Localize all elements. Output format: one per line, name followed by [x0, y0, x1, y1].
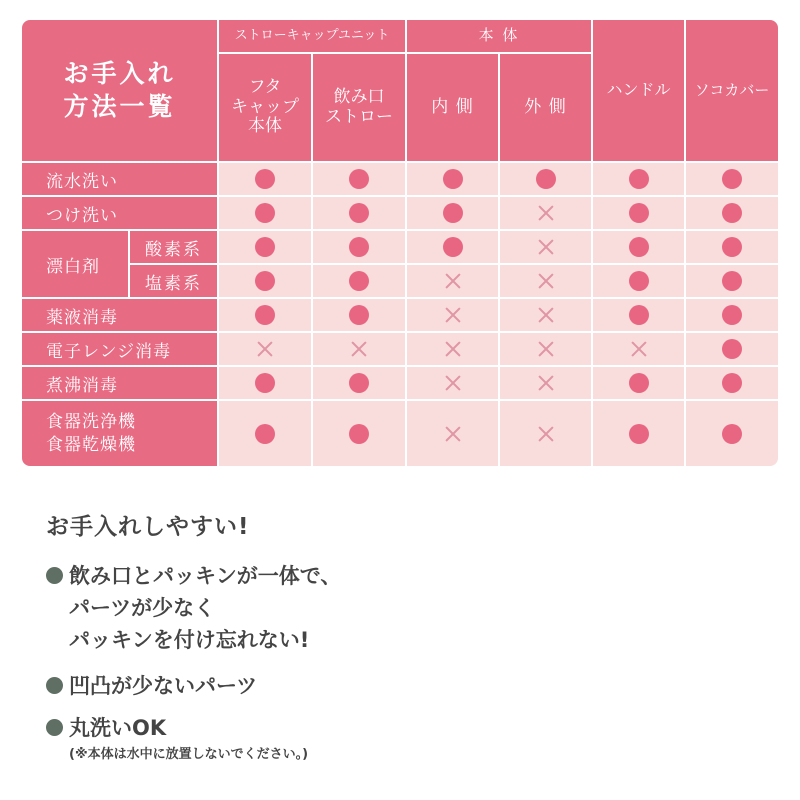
table-cell: [500, 163, 591, 195]
circle-icon: [629, 169, 649, 189]
circle-icon: [629, 373, 649, 393]
table-cell: [593, 333, 684, 365]
cross-icon: [537, 204, 555, 222]
table-cell: [593, 231, 684, 263]
table-cell: [686, 299, 778, 331]
col-header-mouth-line-1: 飲み口: [333, 86, 385, 107]
table-cell: [407, 367, 498, 399]
cross-icon: [537, 272, 555, 290]
circle-icon: [629, 424, 649, 444]
circle-icon: [255, 424, 275, 444]
table-cell: [407, 299, 498, 331]
table-title: [22, 20, 217, 161]
cross-icon: [630, 340, 648, 358]
circle-icon: [722, 339, 742, 359]
features-heading: お手入れしやすい!: [46, 514, 250, 540]
table-cell: [219, 231, 311, 263]
circle-icon: [629, 271, 649, 291]
feature-1-line-1: 飲み口とパッキンが一体で、: [69, 564, 342, 588]
table-cell: [313, 265, 405, 297]
circle-icon: [722, 424, 742, 444]
circle-icon: [722, 271, 742, 291]
care-method-table: [22, 20, 778, 466]
table-cell: [313, 197, 405, 229]
table-cell: [407, 197, 498, 229]
table-cell: [219, 265, 311, 297]
circle-icon: [255, 203, 275, 223]
circle-icon: [443, 237, 463, 257]
row-header-boiling: 煮沸消毒: [22, 367, 217, 399]
cross-icon: [537, 374, 555, 392]
feature-1-line-3: パッキンを付け忘れない!: [69, 628, 310, 652]
col-header-bottom-cover: ソコカバー: [686, 20, 778, 161]
table-cell: [593, 367, 684, 399]
dishwasher-line-2: 食器乾燥機: [46, 434, 136, 455]
table-cell: [500, 197, 591, 229]
col-header-lid-line-1: フタ: [248, 77, 282, 98]
table-cell: [593, 265, 684, 297]
col-header-lid-line-2: キャップ: [231, 96, 299, 117]
row-header-soak: つけ洗い: [22, 197, 217, 229]
cross-icon: [444, 272, 462, 290]
cross-icon: [537, 238, 555, 256]
col-header-outer: 外 側: [500, 54, 591, 161]
col-header-lid-cap-body: [219, 54, 311, 161]
row-header-chlorine: 塩素系: [130, 265, 217, 297]
table-cell: [500, 401, 591, 466]
col-header-mouthpiece-straw: [313, 54, 405, 161]
feature-3-line-1: 丸洗いOK: [69, 716, 167, 740]
circle-icon: [349, 169, 369, 189]
table-cell: [593, 299, 684, 331]
table-cell: [500, 265, 591, 297]
circle-icon: [443, 203, 463, 223]
feature-2-line-1: 凹凸が少ないパーツ: [69, 674, 258, 698]
table-cell: [313, 231, 405, 263]
table-cell: [500, 367, 591, 399]
circle-icon: [629, 237, 649, 257]
dishwasher-line-1: 食器洗浄機: [46, 411, 136, 432]
row-header-dishwasher-dryer: [22, 401, 217, 466]
table-cell: [593, 401, 684, 466]
cross-icon: [444, 425, 462, 443]
col-header-lid-line-3: 本体: [248, 116, 282, 137]
bullet-dot-icon: [46, 719, 63, 736]
table-cell: [219, 299, 311, 331]
title-line-2: 方法一覧: [63, 91, 176, 121]
circle-icon: [349, 237, 369, 257]
table-cell: [219, 197, 311, 229]
table-cell: [407, 231, 498, 263]
circle-icon: [255, 305, 275, 325]
table-cell: [313, 401, 405, 466]
row-header-running-water: 流水洗い: [22, 163, 217, 195]
circle-icon: [722, 237, 742, 257]
table-cell: [500, 299, 591, 331]
table-cell: [219, 333, 311, 365]
cross-icon: [444, 340, 462, 358]
cross-icon: [537, 425, 555, 443]
feature-bullet-3: [46, 712, 308, 766]
circle-icon: [255, 169, 275, 189]
group-header-body: 本 体: [407, 20, 591, 52]
table-cell: [313, 333, 405, 365]
feature-bullet-2: [46, 670, 257, 702]
table-cell: [686, 197, 778, 229]
circle-icon: [349, 305, 369, 325]
table-cell: [686, 401, 778, 466]
row-header-oxygen: 酸素系: [130, 231, 217, 263]
row-header-chemical-disinfection: 薬液消毒: [22, 299, 217, 331]
table-cell: [686, 367, 778, 399]
bullet-dot-icon: [46, 677, 63, 694]
feature-3-note: (※本体は水中に放置しないでください。): [69, 747, 309, 762]
feature-bullet-1: [46, 560, 341, 656]
circle-icon: [722, 373, 742, 393]
table-cell: [500, 333, 591, 365]
table-cell: [686, 231, 778, 263]
group-header-straw-cap-unit: ストローキャップユニット: [219, 20, 405, 52]
cross-icon: [444, 306, 462, 324]
feature-1-line-2: パーツが少なく: [69, 596, 216, 620]
circle-icon: [255, 237, 275, 257]
circle-icon: [629, 203, 649, 223]
table-cell: [313, 367, 405, 399]
col-header-mouth-line-2: ストロー: [325, 106, 393, 127]
circle-icon: [255, 373, 275, 393]
table-cell: [219, 367, 311, 399]
row-header-bleach: 漂白剤: [22, 231, 128, 297]
cross-icon: [350, 340, 368, 358]
circle-icon: [443, 169, 463, 189]
row-header-microwave: 電子レンジ消毒: [22, 333, 217, 365]
cross-icon: [537, 306, 555, 324]
cross-icon: [537, 340, 555, 358]
circle-icon: [722, 169, 742, 189]
col-header-handle: ハンドル: [593, 20, 684, 161]
table-cell: [407, 333, 498, 365]
table-cell: [219, 401, 311, 466]
circle-icon: [349, 203, 369, 223]
bullet-dot-icon: [46, 567, 63, 584]
table-cell: [593, 197, 684, 229]
circle-icon: [722, 203, 742, 223]
cross-icon: [256, 340, 274, 358]
table-cell: [593, 163, 684, 195]
table-cell: [313, 163, 405, 195]
circle-icon: [629, 305, 649, 325]
table-cell: [500, 231, 591, 263]
col-header-inner: 内 側: [407, 54, 498, 161]
table-cell: [219, 163, 311, 195]
cross-icon: [444, 374, 462, 392]
circle-icon: [255, 271, 275, 291]
circle-icon: [536, 169, 556, 189]
circle-icon: [349, 373, 369, 393]
table-cell: [313, 299, 405, 331]
table-cell: [407, 265, 498, 297]
circle-icon: [349, 271, 369, 291]
table-cell: [686, 333, 778, 365]
circle-icon: [722, 305, 742, 325]
table-cell: [407, 401, 498, 466]
title-line-1: お手入れ: [63, 59, 176, 88]
circle-icon: [349, 424, 369, 444]
table-cell: [686, 163, 778, 195]
table-cell: [686, 265, 778, 297]
table-cell: [407, 163, 498, 195]
